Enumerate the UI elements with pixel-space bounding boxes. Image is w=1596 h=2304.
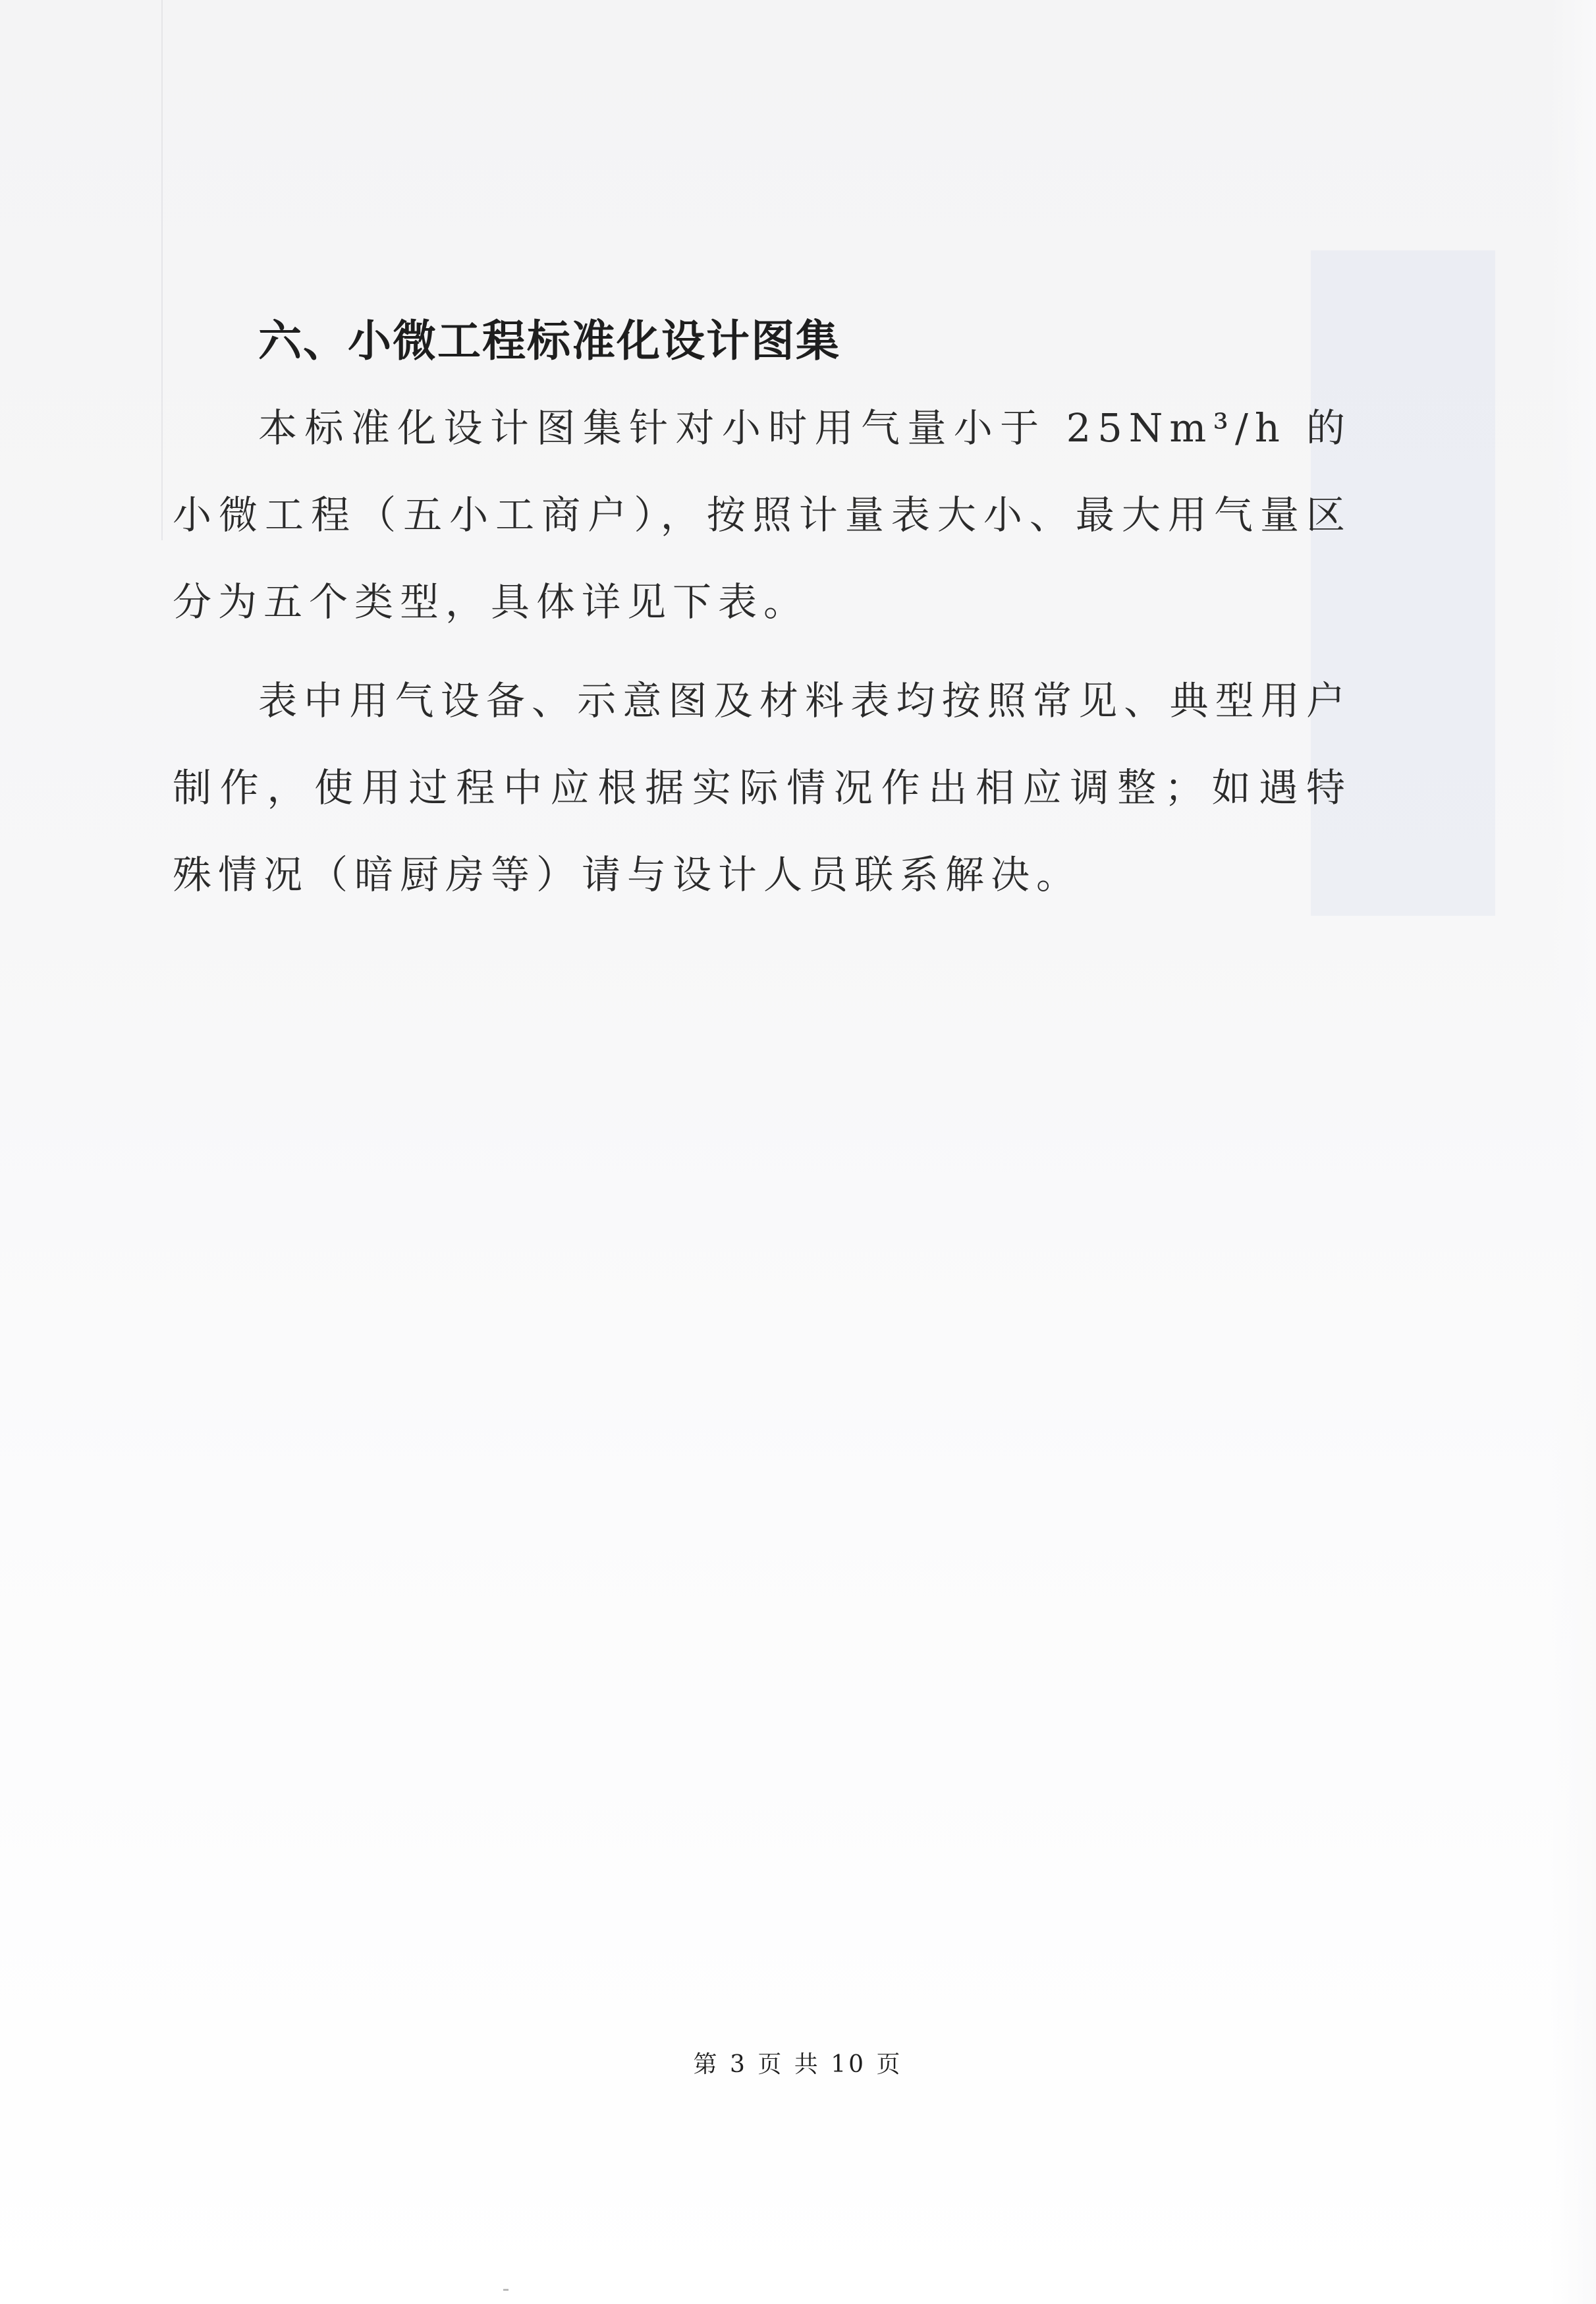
main-content: [173, 310, 1352, 930]
page-number-footer: 第 3 页 共 10 页: [693, 2051, 903, 2078]
scan-artifact-edge: [1550, 0, 1596, 2304]
paragraph-scope: 本标准化设计图集针对小时用气量小于 25Nm³/h 的小微工程（五小工商户），按照计量表大小、最大用气量区分为五个类型，具体详见下表。: [173, 405, 1352, 625]
scan-artifact-line: [161, 0, 163, 540]
section-heading: 六、小微工程标准化设计图集: [258, 316, 840, 366]
scan-speck: [503, 2289, 509, 2291]
paragraph-usage-note: 表中用气设备、示意图及材料表均按照常见、典型用户制作，使用过程中应根据实际情况作出相应调整；如遇特殊情况（暗厨房等）请与设计人员联系解决。: [173, 678, 1352, 897]
